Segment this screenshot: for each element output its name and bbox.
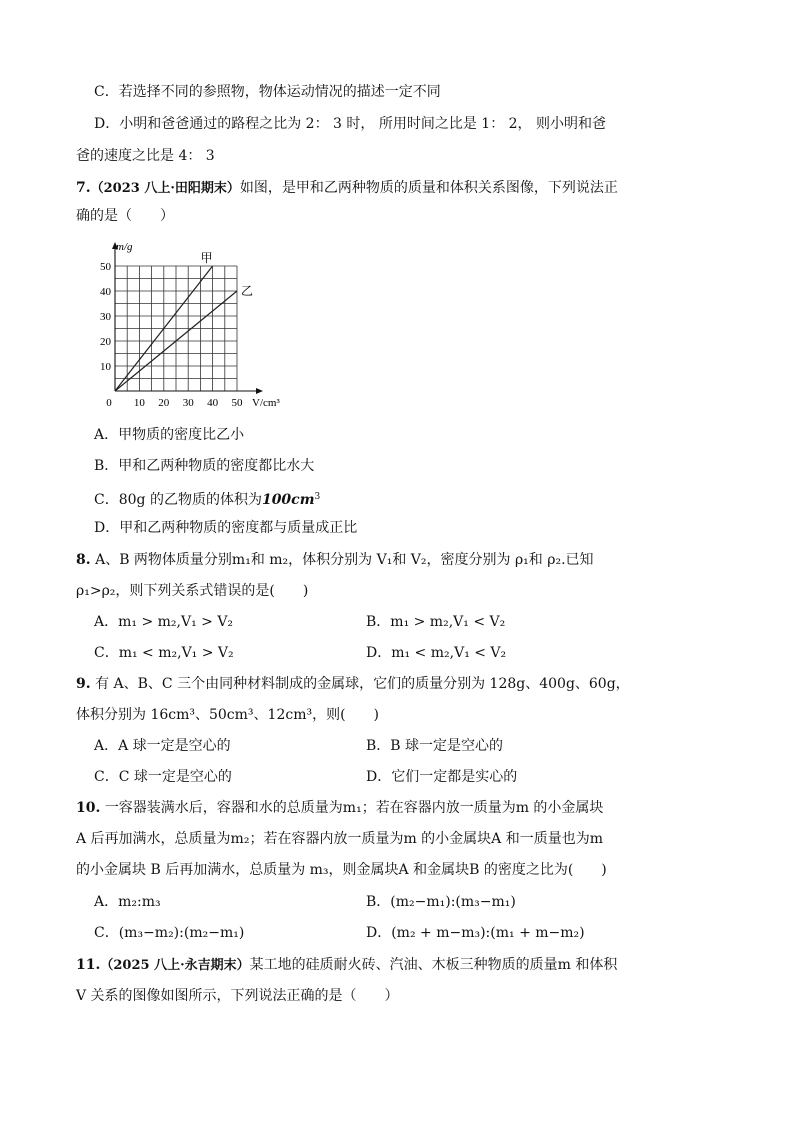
q7-text: 如图，是甲和乙两种物质的质量和体积关系图像，下列说法正 bbox=[239, 180, 618, 196]
series-label-2: 乙 bbox=[241, 284, 254, 298]
q8-option-c: C．m₁ < m₂,V₁ > V₂ bbox=[94, 645, 234, 661]
q10-stem-line2: A 后再加满水，总质量为m₂；若在容器内放一质量为m 的小金属块A 和一质量也为m bbox=[76, 831, 604, 847]
q7-source: （2023 八上·田阳期末） bbox=[90, 181, 240, 196]
chart-axes bbox=[112, 242, 263, 394]
chart-series bbox=[115, 251, 253, 391]
x-tick-label: 30 bbox=[182, 397, 194, 409]
x-tick-label: 50 bbox=[231, 397, 243, 409]
q7-option-c-unit-power: 3 bbox=[314, 492, 321, 502]
q10-stem-line3: 的小金属块 B 后再加满水，总质量为 m₃，则金属块A 和金属块B 的密度之比为( ) bbox=[76, 862, 607, 878]
q9-stem-line1 bbox=[76, 674, 630, 694]
q10-option-b: B．(m₂−m₁):(m₃−m₁) bbox=[366, 894, 516, 910]
q7-option-c bbox=[94, 487, 320, 510]
y-tick-label: 20 bbox=[100, 336, 111, 348]
x-tick-label: 0 bbox=[106, 397, 112, 409]
chart-y-label: m/g bbox=[116, 241, 133, 253]
q11-stem-line1 bbox=[76, 955, 617, 976]
q10-option-c: C．(m₃−m₂):(m₂−m₁) bbox=[94, 925, 245, 941]
q7-stem-line2: 确的是（ ） bbox=[76, 208, 174, 224]
q11-source: （2025 八上·永吉期末） bbox=[100, 958, 250, 973]
q9-option-d: D．它们一定都是实心的 bbox=[366, 769, 518, 785]
x-tick-label: 10 bbox=[133, 397, 145, 409]
q8-number: 8. bbox=[76, 552, 91, 568]
q9-option-a: A．A 球一定是空心的 bbox=[94, 738, 231, 754]
q7-stem-line1 bbox=[76, 178, 618, 199]
q10-number: 10. bbox=[76, 800, 101, 816]
x-tick-label: 20 bbox=[158, 397, 170, 409]
series-label-1: 甲 bbox=[200, 251, 213, 265]
q11-stem-line2: V 关系的图像如图所示，下列说法正确的是（ ） bbox=[76, 988, 399, 1004]
q10-option-d: D．(m₂ + m−m₃):(m₁ + m−m₂) bbox=[366, 925, 585, 941]
q8-text-line1: A、B 两物体质量分别m₁和 m₂，体积分别为 V₁和 V₂，密度分别为 ρ₁和 ρ₂.已知 bbox=[95, 552, 594, 568]
q10-option-a: A．m₂:m₃ bbox=[94, 894, 161, 910]
q7-number: 7. bbox=[76, 180, 91, 196]
y-tick-label: 50 bbox=[100, 261, 111, 273]
q6-option-d-line2: 爸的速度之比是 4： 3 bbox=[76, 148, 215, 164]
x-axis-arrow bbox=[256, 388, 263, 394]
q6-option-d-line1: D．小明和爸爸通过的路程之比为 2： 3 时， 所用时间之比是 1： 2， 则小明和爸 bbox=[94, 116, 607, 132]
q9-stem-line2: 体积分别为 16cm³、50cm³、12cm³，则( ) bbox=[76, 707, 380, 723]
q9-number: 9. bbox=[76, 676, 91, 692]
mass-volume-chart bbox=[88, 238, 288, 416]
q6-option-c: C．若选择不同的参照物，物体运动情况的描述一定不同 bbox=[94, 84, 441, 100]
q11-number: 11. bbox=[76, 957, 101, 973]
y-tick-label: 10 bbox=[100, 361, 111, 373]
chart-grid bbox=[115, 266, 237, 391]
q8-stem-line2: ρ₁>ρ₂，则下列关系式错误的是( ) bbox=[76, 583, 309, 599]
q11-text-line1: 某工地的硅质耐火砖、汽油、木板三种物质的质量m 和体积 bbox=[249, 957, 618, 973]
chart-x-label: V/cm³ bbox=[252, 397, 280, 409]
q7-option-c-value: 100cm bbox=[261, 492, 315, 508]
q9-option-b: B．B 球一定是空心的 bbox=[366, 738, 504, 754]
x-tick-label: 40 bbox=[207, 397, 219, 409]
q7-option-c-text: C．80g 的乙物质的体积为 bbox=[94, 492, 262, 508]
y-tick-label: 30 bbox=[100, 311, 111, 323]
q7-option-a: A．甲物质的密度比乙小 bbox=[94, 427, 245, 443]
q8-option-d: D．m₁ < m₂,V₁ < V₂ bbox=[366, 645, 507, 661]
q9-text-line1: 有 A、B、C 三个由同种材料制成的金属球，它们的质量分别为 128g、400g、60g， bbox=[95, 676, 630, 692]
chart-ticks bbox=[100, 261, 243, 409]
q10-stem-line1 bbox=[76, 798, 603, 818]
q7-option-d: D．甲和乙两种物质的密度都与质量成正比 bbox=[94, 520, 358, 536]
q8-stem-line1 bbox=[76, 550, 594, 570]
q8-option-a: A．m₁ > m₂,V₁ > V₂ bbox=[94, 614, 234, 630]
q8-option-b: B．m₁ > m₂,V₁ < V₂ bbox=[366, 614, 506, 630]
q10-text-line1: 一容器装满水后，容器和水的总质量为m₁；若在容器内放一质量为m 的小金属块 bbox=[104, 800, 604, 816]
q7-option-b: B．甲和乙两种物质的密度都比水大 bbox=[94, 458, 315, 474]
q9-option-c: C．C 球一定是空心的 bbox=[94, 769, 232, 785]
y-tick-label: 40 bbox=[100, 286, 111, 298]
